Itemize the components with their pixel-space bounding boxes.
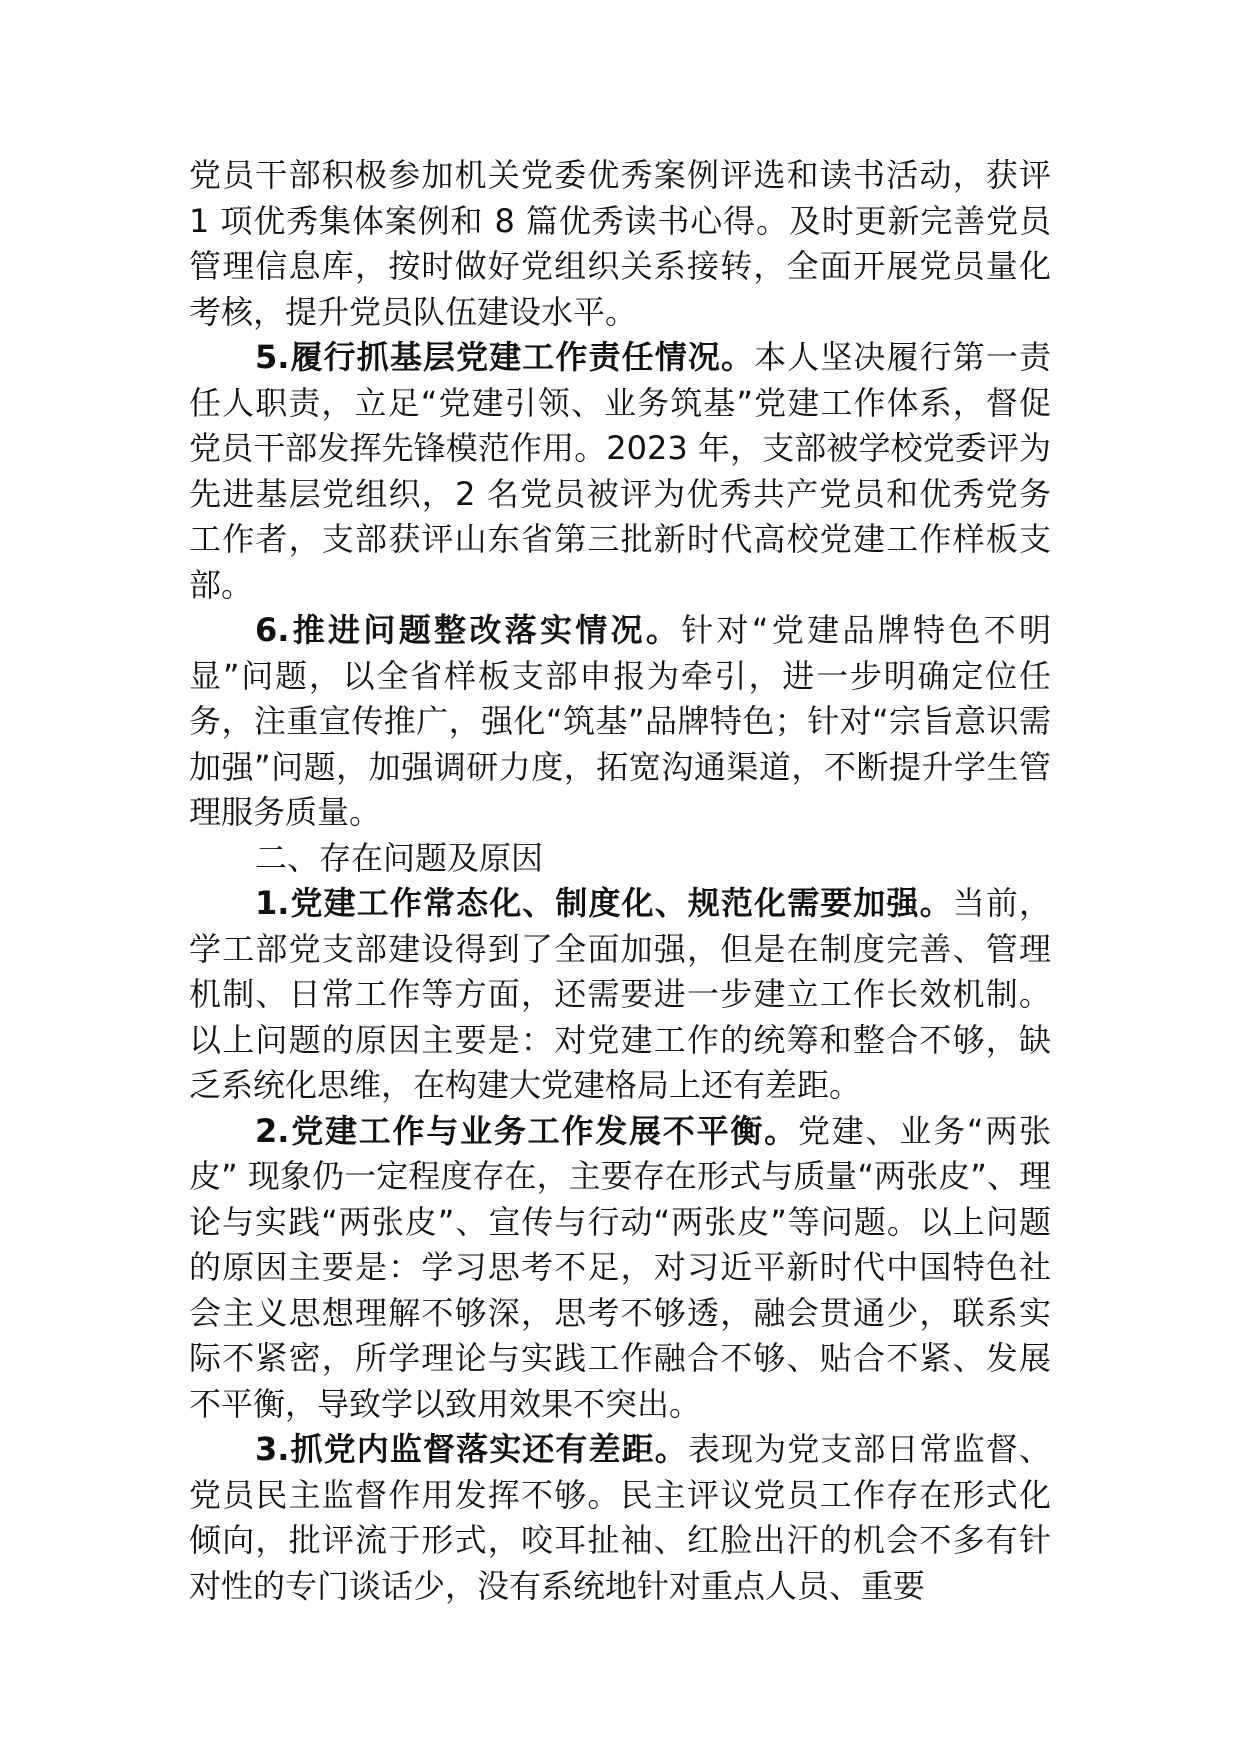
- paragraph-text: 当前，学工部党支部建设得到了全面加强，但是在制度完善、管理机制、日常工作等方面，还需要进一步建立工作长效机制。以上问题的原因主要是：对党建工作的统筹和整合不够，缺乏系统化思维，在构建大党建格局上还有差距。: [189, 884, 1051, 1104]
- paragraph-rectification: [189, 608, 1051, 836]
- paragraph-responsibility: [189, 335, 1051, 608]
- paragraph-problem-1: [189, 881, 1051, 1109]
- paragraph-party-activities: [189, 153, 1051, 335]
- paragraph-text: 针对“党建品牌特色不明显”问题，以全省样板支部申报为牵引，进一步明确定位任务，注重宣传推广，强化“筑基”品牌特色；针对“宗旨意识需加强”问题，加强调研力度，拓宽沟通渠道，不断提升学生管理服务质量。: [189, 611, 1051, 831]
- paragraph-lead: 6.推进问题整改落实情况。: [255, 611, 682, 649]
- paragraph-lead: 5.履行抓基层党建工作责任情况。: [255, 338, 755, 376]
- paragraph-text: 本人坚决履行第一责任人职责，立足“党建引领、业务筑基”党建工作体系，督促党员干部发挥先锋模范作用。2023 年，支部被学校党委评为先进基层党组织，2 名党员被评为优秀共产党员和优秀党务工作者，支部获评山东省第三批新时代高校党建工作样板支部。: [189, 338, 1051, 604]
- paragraph-lead: 3.抓党内监督落实还有差距。: [255, 1430, 688, 1468]
- paragraph-text: 党建、业务“两张皮” 现象仍一定程度存在，主要存在形式与质量“两张皮”、理论与实践“两张皮”、宣传与行动“两张皮”等问题。以上问题的原因主要是：学习思考不足，对习近平新时代中国特色社会主义思想理解不够深，思考不够透，融会贯通少，联系实际不紧密，所学理论与实践工作融合不够、贴合不紧、发展不平衡，导致学以致用效果不突出。: [189, 1111, 1051, 1423]
- paragraph-lead: 1.党建工作常态化、制度化、规范化需要加强。: [255, 884, 953, 922]
- section-heading: 二、存在问题及原因: [255, 838, 544, 877]
- paragraph-problem-2: [189, 1109, 1051, 1428]
- paragraph-problem-3: [189, 1427, 1051, 1609]
- paragraph-text: 党员干部积极参加机关党委优秀案例评选和读书活动，获评 1 项优秀集体案例和 8 篇优秀读书心得。及时更新完善党员管理信息库，按时做好党组织关系接转，全面开展党员量化考核，提升党员队伍建设水平。: [189, 156, 1051, 331]
- paragraph-text: 表现为党支部日常监督、党员民主监督作用发挥不够。民主评议党员工作存在形式化倾向，批评流于形式，咬耳扯袖、红脸出汗的机会不多有针对性的专门谈话少，没有系统地针对重点人员、重要: [189, 1430, 1051, 1605]
- document-body: [189, 153, 1051, 1609]
- paragraph-lead: 2.党建工作与业务工作发展不平衡。: [255, 1111, 798, 1150]
